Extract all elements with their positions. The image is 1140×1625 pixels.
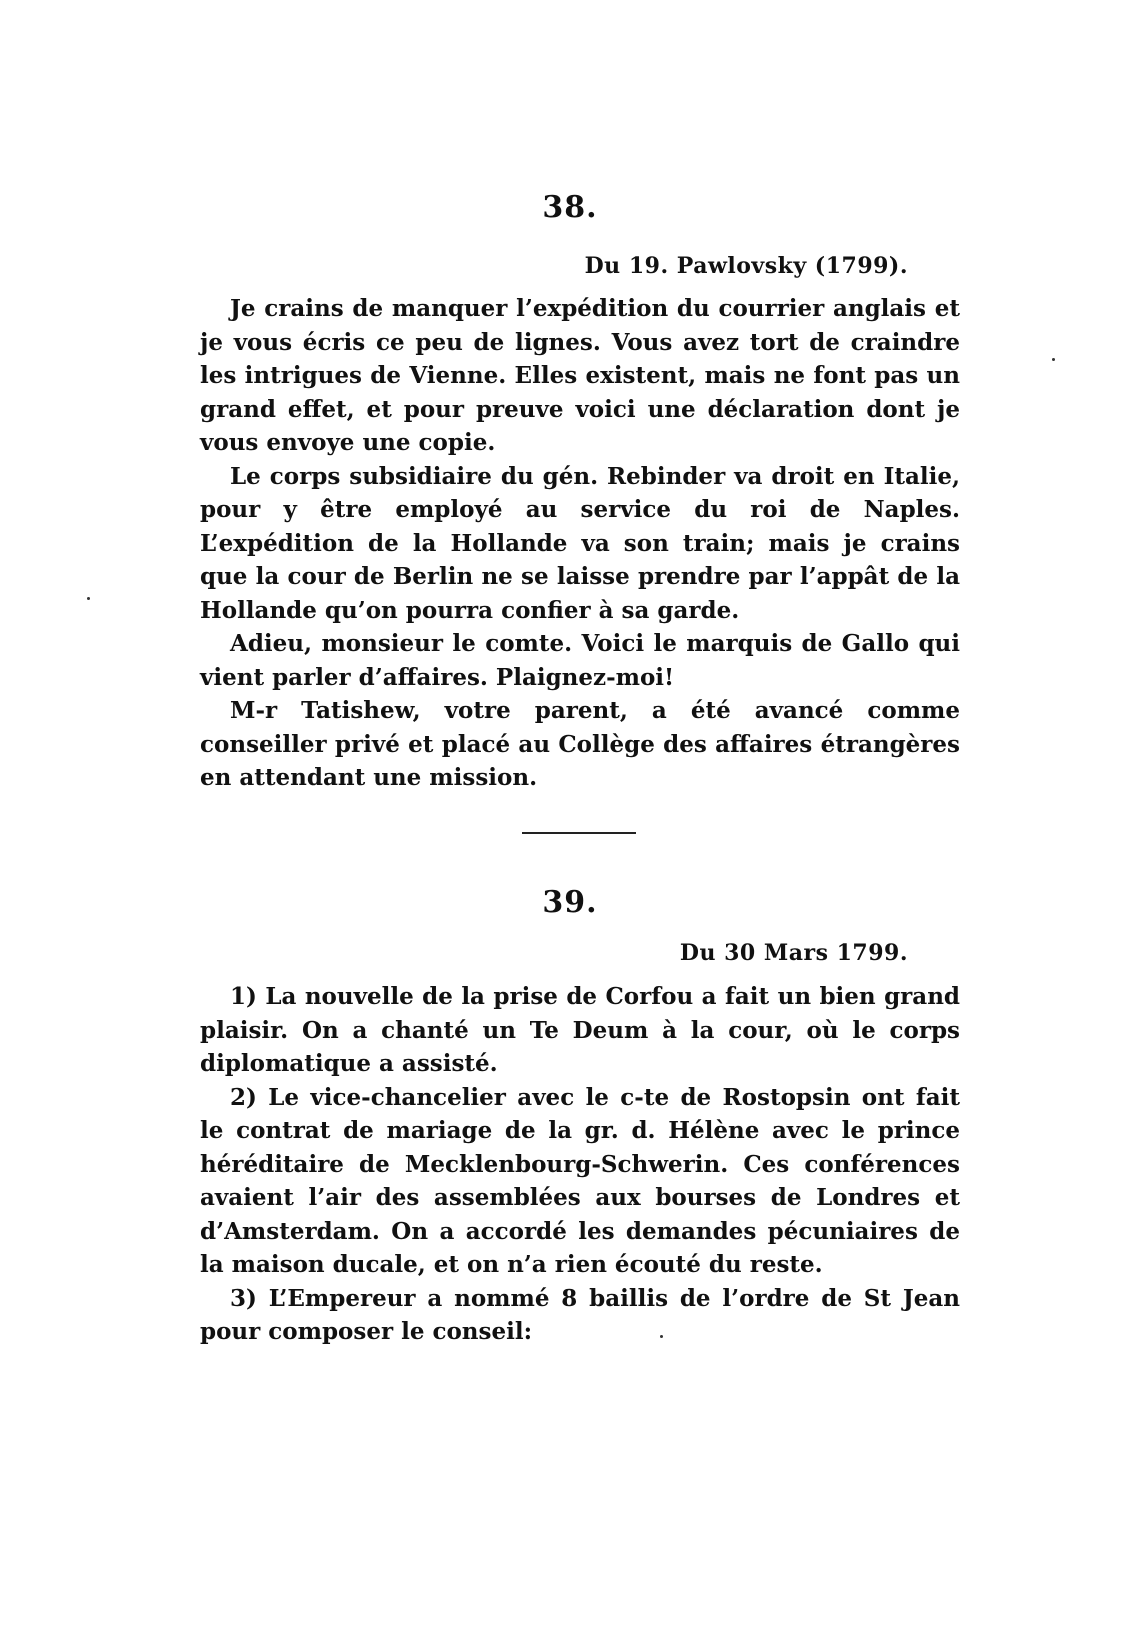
section-divider xyxy=(522,832,636,834)
scan-speck xyxy=(87,597,90,600)
scan-speck xyxy=(660,1335,663,1338)
paragraph: M-r Tatishew, votre parent, a été avancé comme conseiller privé et placé au Collège des affaires étrangères en attendant une mission. xyxy=(200,697,960,791)
letter-number: 39. xyxy=(542,885,598,920)
scan-speck xyxy=(1052,358,1055,361)
paragraph: Le corps subsidiaire du gén. Rebinder va droit en Italie, pour y être employé au service du roi de Naples. L’expédition de la Hollande va son train; mais je crains que la cour de Berlin ne se laisse prendre par l’appât de la Hollande qu’on pourra confier à sa garde. xyxy=(200,462,960,624)
letter-body xyxy=(200,980,960,1349)
paragraph: 2) Le vice-chancelier avec le c-te de Rostopsin ont fait le contrat de mariage de la gr. d. Hélène avec le prince héréditaire de Mecklenbourg-Schwerin. Ces conférences avaient l’air des assemblées aux bourses de Londres et d’Amsterdam. On a accordé les demandes pécuniaires de la maison ducale, et on n’a rien écouté du reste. xyxy=(200,1083,960,1278)
letter-dateline: Du 19. Pawlovsky (1799). xyxy=(584,253,908,279)
letter-dateline: Du 30 Mars 1799. xyxy=(679,940,908,966)
letter-number: 38. xyxy=(542,190,598,225)
paragraph: 3) L’Empereur a nommé 8 baillis de l’ordre de St Jean pour composer le conseil: xyxy=(200,1284,960,1345)
letter-body xyxy=(200,292,960,795)
paragraph: Je crains de manquer l’expédition du courrier anglais et je vous écris ce peu de lignes. Vous avez tort de craindre les intrigues de Vienne. Elles existent, mais ne font pas un grand effet, et pour preuve voici une déclaration dont je vous envoye une copie. xyxy=(200,295,960,456)
paragraph: 1) La nouvelle de la prise de Corfou a fait un bien grand plaisir. On a chanté un Te Deum à la cour, où le corps diplomatique a assisté. xyxy=(200,983,960,1077)
paragraph: Adieu, monsieur le comte. Voici le marquis de Gallo qui vient parler d’affaires. Plaignez-moi! xyxy=(200,630,960,691)
